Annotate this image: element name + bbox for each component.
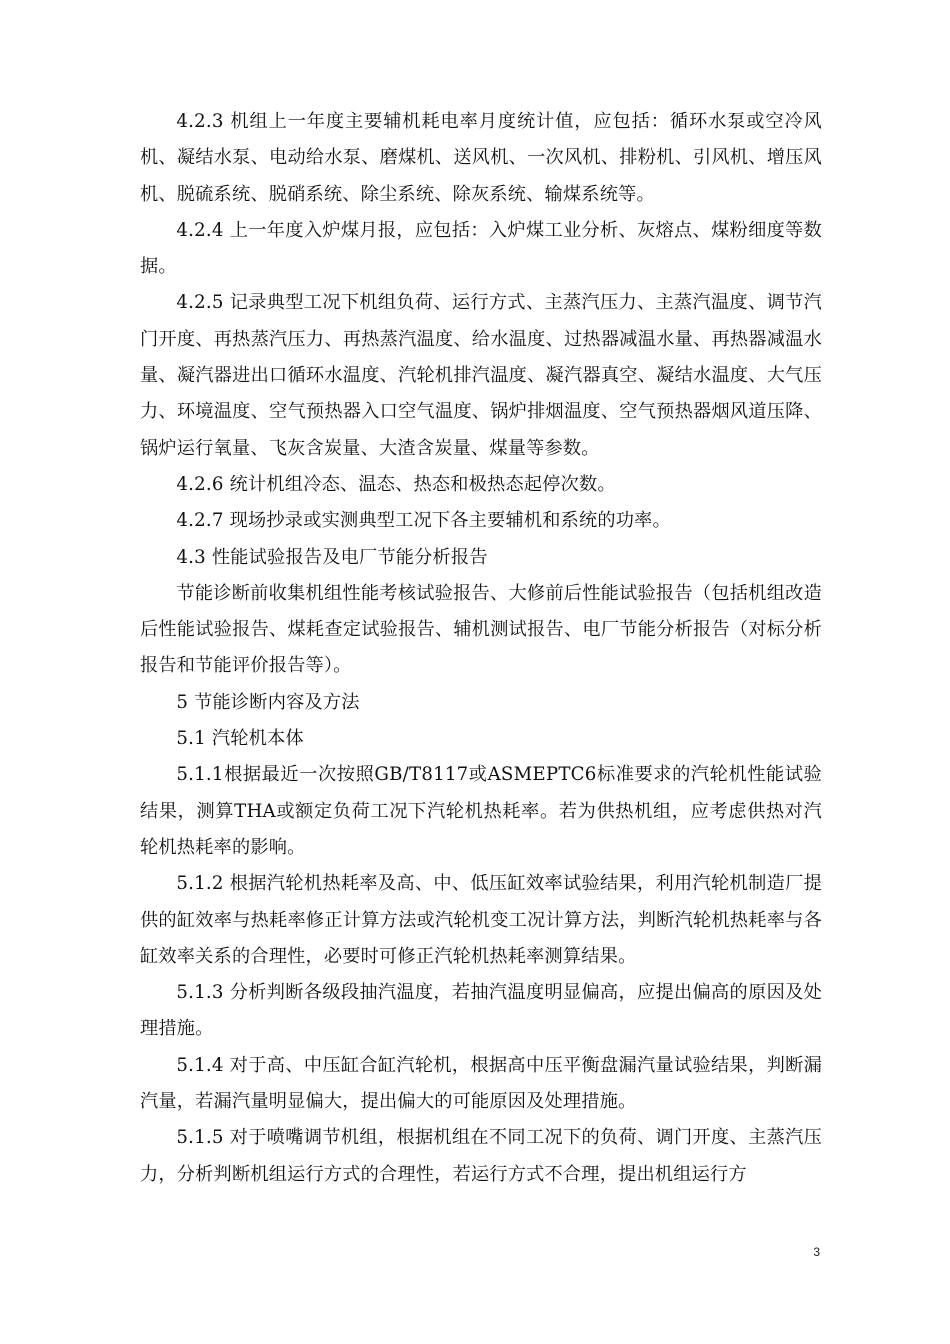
section-heading-5-1: 5.1 汽轮机本体 (176, 728, 304, 750)
paragraph-report-collection: 节能诊断前收集机组性能考核试验报告、大修前后性能试验报告（包括机组改造后性能试验报告、煤耗查定试验报告、辅机测试报告、电厂节能分析报告（对标分析报告和节能评价报告等）。 (140, 582, 822, 677)
paragraph-4-2-6: 4.2.6 统计机组冷态、温态、热态和极热态起停次数。 (176, 473, 616, 495)
section-heading-5: 5 节能诊断内容及方法 (176, 691, 360, 713)
paragraph-5-1-2: 5.1.2 根据汽轮机热耗率及高、中、低压缸效率试验结果，利用汽轮机制造厂提供的缸效率与热耗率修正计算方法或汽轮机变工况计算方法，判断汽轮机热耗率与各缸效率关系的合理性，必要时可修正汽轮机热耗率测算结果。 (140, 873, 822, 967)
paragraph-4-2-4: 4.2.4 上一年度入炉煤月报，应包括：入炉煤工业分析、灰熔点、煤粉细度等数据。 (140, 219, 822, 278)
section-heading-4-3: 4.3 性能试验报告及电厂节能分析报告 (176, 546, 488, 568)
paragraph-5-1-5: 5.1.5 对于喷嘴调节机组，根据机组在不同工况下的负荷、调门开度、主蒸汽压力，分析判断机组运行方式的合理性，若运行方式不合理，提出机组运行方 (140, 1127, 822, 1185)
paragraph-4-2-3: 4.2.3 机组上一年度主要辅机耗电率月度统计值，应包括：循环水泵或空冷风机、凝结水泵、电动给水泵、磨煤机、送风机、一次风机、排粉机、引风机、增压风机、脱硫系统、脱硝系统、除尘系统、除灰系统、输煤系统等。 (140, 111, 822, 205)
paragraph-4-2-5: 4.2.5 记录典型工况下机组负荷、运行方式、主蒸汽压力、主蒸汽温度、调节汽门开度、再热蒸汽压力、再热蒸汽温度、给水温度、过热器减温水量、再热器减温水量、凝汽器进出口循环水温度、汽轮机排汽温度、凝汽器真空、凝结水温度、大气压力、环境温度、空气预热器入口空气温度、锅炉排烟温度、空气预热器烟风道压降、锅炉运行氧量、飞灰含炭量、大渣含炭量、煤量等参数。 (140, 292, 822, 459)
page-number: 3 (813, 1245, 820, 1259)
paragraph-5-1-4: 5.1.4 对于高、中压缸合缸汽轮机，根据高中压平衡盘漏汽量试验结果，判断漏汽量，若漏汽量明显偏大，提出偏大的可能原因及处理措施。 (140, 1054, 822, 1113)
paragraph-5-1-1: 5.1.1根据最近一次按照GB/T8117或ASMEPTC6标准要求的汽轮机性能试验结果，测算THA或额定负荷工况下汽轮机热耗率。若为供热机组，应考虑供热对汽轮机热耗率的影响。 (140, 764, 822, 858)
paragraph-4-2-7: 4.2.7 现场抄录或实测典型工况下各主要辅机和系统的功率。 (176, 510, 671, 532)
document-body (140, 104, 822, 1193)
paragraph-5-1-3: 5.1.3 分析判断各级段抽汽温度，若抽汽温度明显偏高，应提出偏高的原因及处理措施。 (140, 982, 822, 1040)
